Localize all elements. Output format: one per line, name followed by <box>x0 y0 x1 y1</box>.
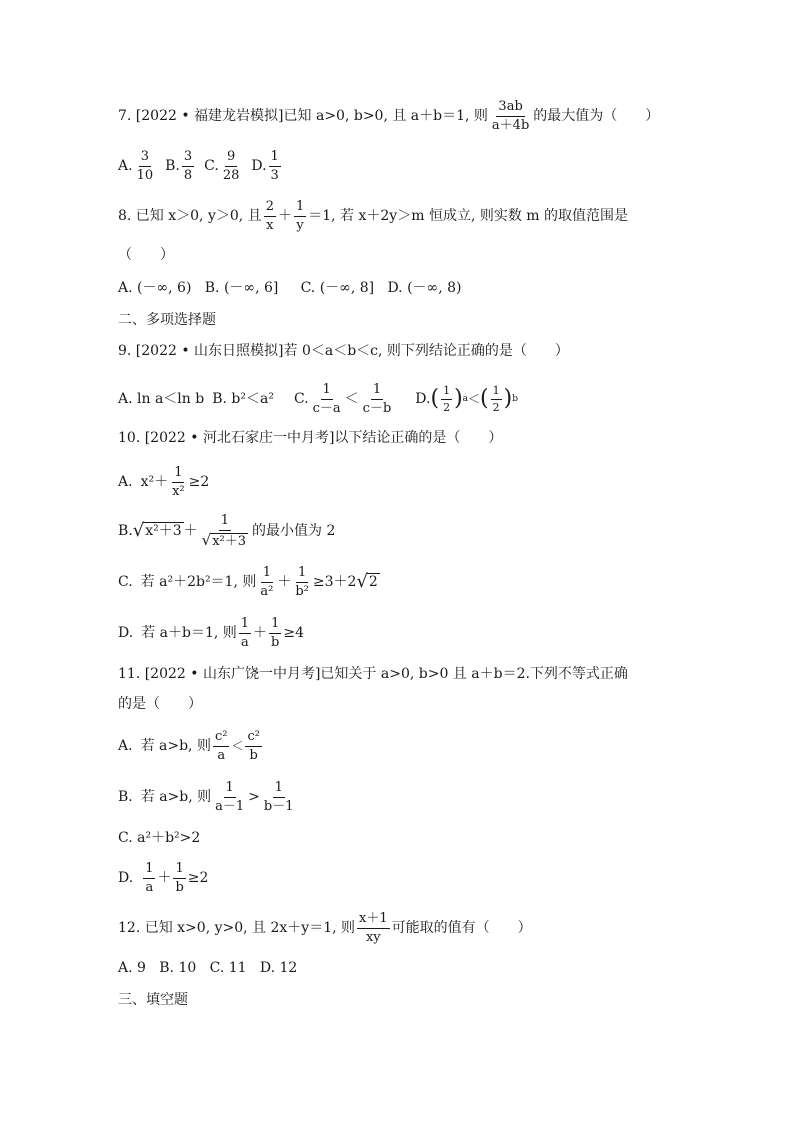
q11-optA <box>118 730 264 762</box>
q12-stem <box>118 912 532 944</box>
q12-frac-num: x＋1 <box>357 912 390 929</box>
q8-f2-den: y <box>296 217 304 233</box>
q9-optC-frac-2 <box>361 383 394 415</box>
q8-stem-tail: ＝1, 若 x＋2y＞m 恒成立, 则实数 m 的取值范围是 <box>308 208 629 225</box>
q10-optD-plus: ＋ <box>253 625 268 642</box>
q12-frac-den: xy <box>365 929 381 945</box>
q10-optB-plus: ＋ <box>183 523 198 540</box>
q7-optB-frac <box>182 150 194 182</box>
q12-stem-tail: 可能取的值有（ ） <box>391 920 532 937</box>
q10-optA-post: ≥2 <box>188 474 210 491</box>
q7-optA-frac <box>135 150 156 182</box>
q9-optB: B. b²＜a² <box>212 391 274 408</box>
q10-optD-d2: b <box>271 634 280 650</box>
q12-options <box>118 961 297 975</box>
q10-optB-den-rad: x²＋3 <box>212 533 247 549</box>
q10-optC-frac-1 <box>258 566 275 598</box>
q11-optA-d1: a <box>217 747 226 763</box>
q7-optD-den: 3 <box>270 167 279 183</box>
q9-stem-text: 9. [2022 • 山东日照模拟]若 0＜a＜b＜c, 则下列结论正确的是（ ） <box>118 343 569 359</box>
q7-optC-num: 9 <box>225 150 237 167</box>
q10-optB-frac <box>200 514 250 548</box>
q11-optB-pre: 若 a>b, 则 <box>140 789 212 806</box>
q9-optC-d1: c－a <box>312 400 341 416</box>
q9-optC-frac-1 <box>311 383 343 415</box>
q10-optB-den: √ x²＋3 <box>201 530 247 549</box>
q7-stem-tail: 的最大值为（ ） <box>533 108 660 125</box>
q9-optC-d2: c－b <box>362 400 392 416</box>
q11-optD-d1: a <box>145 879 154 895</box>
q11-optB-frac-1 <box>213 781 246 813</box>
q10-optD-n2: 1 <box>269 617 281 634</box>
q11-optD-d2: b <box>175 879 184 895</box>
q8-f1-num: 2 <box>264 200 276 217</box>
q9-optD-half-den-2: 2 <box>492 400 500 414</box>
q10-optA-label: A. <box>118 474 133 491</box>
q10-optD-d1: a <box>241 634 249 650</box>
q10-optA-frac <box>170 466 187 498</box>
q10-optD-post: ≥4 <box>283 625 305 642</box>
q8-frac-1 <box>264 200 276 232</box>
q11-optD-n1: 1 <box>143 862 155 879</box>
q7-optD-num: 1 <box>269 150 281 167</box>
q11-stem-text: 11. [2022 • 山东广饶一中月考]已知关于 a>0, b>0 且 a＋b＝2.下列不等式正确 <box>118 666 628 682</box>
q9-optA: A. ln a＜ln b <box>118 391 205 408</box>
q7-stem-text: 7. [2022 • 福建龙岩模拟]已知 a>0, b>0, 且 a＋b＝1, 则 <box>118 108 488 125</box>
q11-optB-label: B. <box>118 789 133 806</box>
q8-options <box>118 281 461 295</box>
q11-optA-n1: c² <box>213 730 230 747</box>
q11-stem-tail: 的是（ ） <box>118 696 202 712</box>
q10-optC-d1: a² <box>260 583 274 599</box>
q7-options <box>118 150 283 182</box>
q11-optD-post: ≥2 <box>187 870 209 887</box>
q11-optA-frac-1 <box>213 730 230 762</box>
q8-stem-text: 8. 已知 x＞0, y＞0, 且 <box>118 208 262 225</box>
q7-optD-frac <box>269 150 281 182</box>
q12-stem-text: 12. 已知 x>0, y>0, 且 2x＋y＝1, 则 <box>118 920 356 937</box>
q11-optA-frac-2 <box>245 730 262 762</box>
q10-optA <box>118 466 209 498</box>
q10-optB-label: B. <box>118 523 133 540</box>
q9-optD-lparen-1: ( <box>430 386 440 412</box>
q10-optD-label: D. <box>118 625 134 642</box>
q11-optB-n1: 1 <box>224 781 236 798</box>
q7-optC-den: 28 <box>222 167 240 183</box>
q7-optB-num: 3 <box>182 150 194 167</box>
q7-optB-den: 8 <box>183 167 193 183</box>
q10-stem <box>118 431 502 445</box>
section-2-title: 二、多项选择题 <box>118 312 216 328</box>
q10-optD-frac-2 <box>269 617 281 649</box>
q10-optB <box>118 514 335 548</box>
q8-stem <box>118 200 628 232</box>
q10-optC-rad: 2 <box>368 574 378 591</box>
q12-options-text: A. 9 B. 10 C. 11 D. 12 <box>118 960 298 976</box>
q11-optB-gt: > <box>248 789 260 806</box>
q9-optD-half-den-1: 2 <box>443 400 451 414</box>
q10-optA-num: 1 <box>172 466 184 483</box>
q7-optC-label: C. <box>204 158 219 175</box>
q9-options: A. ln a＜ln b B. b²＜a² C. $\frac{1}{c-a}$ ＜ $\frac{1}{c-b}$ D. ( $\frac{1}{2}$ ) a ＜ ( $\frac{1}{2}$ ) b <box>118 382 518 416</box>
q9-optC-label: C. <box>293 391 309 408</box>
section-3-heading <box>118 993 188 1007</box>
q10-optB-sqrt: √ x²＋3 <box>132 520 182 542</box>
q12-fraction <box>357 912 390 944</box>
q10-optD-pre: 若 a＋b＝1, 则 <box>141 625 237 642</box>
q9-optC-n1: 1 <box>321 383 333 400</box>
q10-optC-label: C. <box>118 574 133 591</box>
q11-optB-d1: a－1 <box>215 798 245 814</box>
q10-optA-pre: x²＋ <box>140 474 169 491</box>
q11-optD <box>118 862 208 894</box>
q10-optC-n1: 1 <box>261 566 273 583</box>
q8-answer-paren <box>118 248 174 262</box>
q7-frac-num: 3ab <box>496 100 524 117</box>
q8-paren: （ ） <box>118 247 174 263</box>
q9-optD-half-num-1: 1 <box>441 385 452 400</box>
q10-optB-rad: x²＋3 <box>145 523 182 540</box>
q8-frac-2 <box>294 200 306 232</box>
q11-stem-line2 <box>118 697 202 711</box>
q11-optD-n2: 1 <box>173 862 185 879</box>
q8-options-text: A. (－∞, 6) B. (－∞, 6] C. (－∞, 8] D. (－∞, 8) <box>118 280 462 296</box>
q11-optD-frac-2 <box>173 862 185 894</box>
q10-optA-den: x² <box>172 483 185 499</box>
q11-optC-text: C. a²＋b²>2 <box>118 830 201 846</box>
q8-plus: ＋ <box>277 208 292 225</box>
q11-optA-label: A. <box>118 738 133 755</box>
q10-optC-d2: b² <box>295 583 309 599</box>
q9-optC-lt: ＜ <box>344 391 359 408</box>
q11-optD-label: D. <box>118 870 134 887</box>
q10-optB-post: 的最小值为 2 <box>252 523 336 540</box>
q9-optD-rparen-1: ) <box>454 386 463 412</box>
q10-optC-sqrt: √ 2 <box>356 571 378 593</box>
q7-fraction <box>490 100 531 132</box>
q11-optB-n2: 1 <box>273 781 285 798</box>
q10-optB-num: 1 <box>219 514 231 531</box>
q9-optD-half-1 <box>441 385 452 413</box>
q11-optB-frac-2 <box>262 781 296 813</box>
q9-optD-lparen-2: ( <box>480 386 489 412</box>
q10-optC-post: ≥3＋2 <box>312 574 357 591</box>
q10-optC-n2: 1 <box>296 566 308 583</box>
q8-f2-num: 1 <box>294 200 306 217</box>
q11-optB-d2: b－1 <box>263 798 294 814</box>
q11-optD-plus: ＋ <box>157 870 172 887</box>
section-3-title: 三、填空题 <box>118 992 188 1008</box>
q9-optD-rparen-2: ) <box>503 386 513 412</box>
q9-optD-half-2 <box>491 385 502 413</box>
q7-optD-label: D. <box>251 158 267 175</box>
q10-optC-pre: 若 a²＋2b²＝1, 则 <box>140 574 257 591</box>
q9-optD-label: D. <box>415 391 431 408</box>
q11-optA-pre: 若 a>b, 则 <box>140 738 211 755</box>
q11-stem-line1 <box>118 667 628 681</box>
q10-optC <box>118 566 380 598</box>
q11-optA-n2: c² <box>245 730 262 747</box>
q9-optD-half-num-2: 1 <box>491 385 502 400</box>
q7-optA-label: A. <box>118 158 133 175</box>
q9-stem <box>118 344 569 358</box>
q9-optD-lt: ＜ <box>468 392 481 407</box>
q7-optA-den: 10 <box>136 167 154 183</box>
q7-optC-frac <box>221 150 242 182</box>
q10-stem-text: 10. [2022 • 河北石家庄一中月考]以下结论正确的是（ ） <box>118 430 503 446</box>
q10-optD <box>118 617 304 649</box>
q7-optB-label: B. <box>165 158 180 175</box>
q9-optC-n2: 1 <box>371 383 383 400</box>
q11-optC <box>118 831 200 845</box>
q10-optD-frac-1 <box>239 617 251 649</box>
q11-optA-d2: b <box>249 747 258 763</box>
q7-stem <box>118 100 659 132</box>
q8-f1-den: x <box>266 217 274 233</box>
q7-optA-num: 3 <box>139 150 151 167</box>
q11-optB <box>118 781 298 813</box>
q11-optD-frac-1 <box>143 862 155 894</box>
q10-optD-n1: 1 <box>239 617 251 634</box>
q10-optC-plus: ＋ <box>277 574 292 591</box>
q10-optC-frac-2 <box>293 566 311 598</box>
q7-frac-den: a＋4b <box>491 117 530 133</box>
q11-optA-lt: ＜ <box>231 739 244 754</box>
section-2-heading <box>118 313 216 327</box>
